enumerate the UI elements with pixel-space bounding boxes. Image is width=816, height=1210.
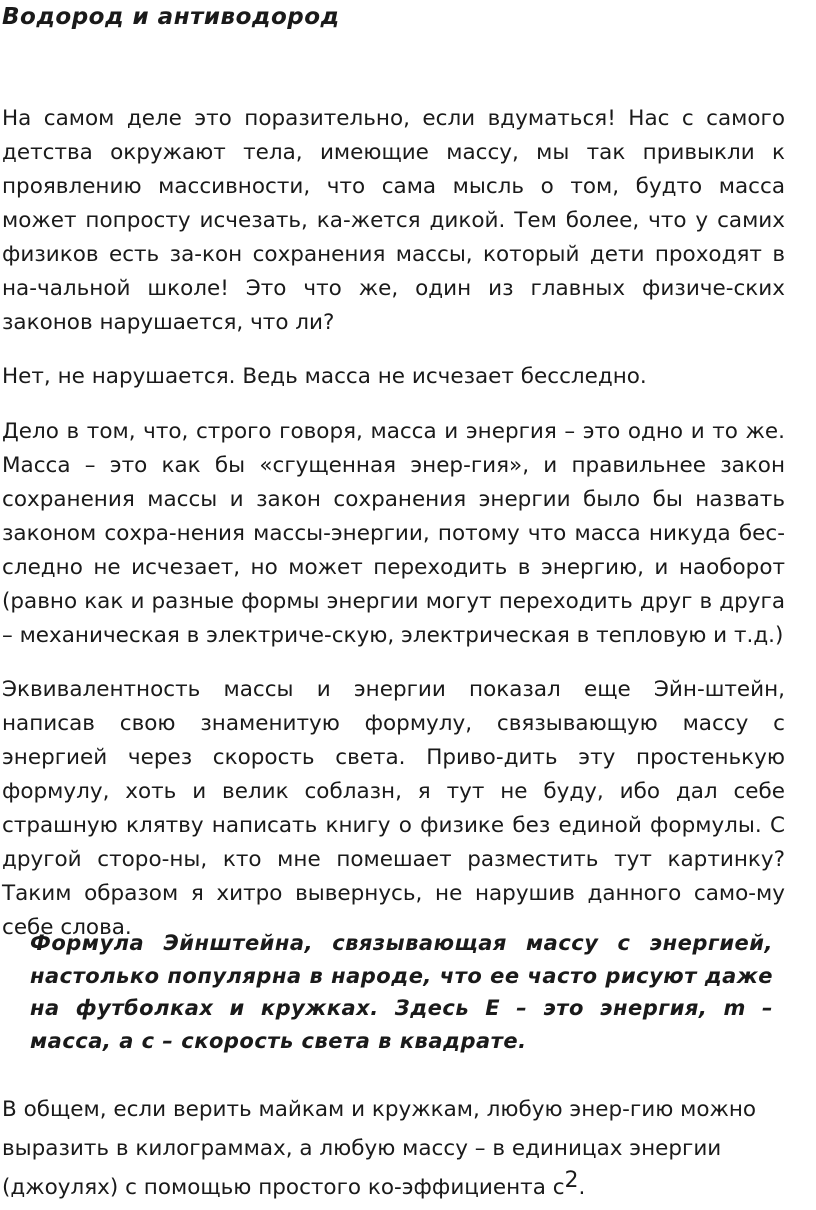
paragraph: На самом деле это поразительно, если вдуматься! Нас с самого детства окружают тела, имеющие массу, мы так привыкли к проявлению массивности, что сама мысль о том, будто масса может попросту исчезать, ка-жется дикой. Тем более, что у самих физиков есть за-кон сохранения массы, который дети проходят в на-чальной школе! Это что же, один из главных физиче-ских законов нарушается, что ли? [2, 106, 785, 335]
page-title: Водород и антиводород [2, 4, 340, 30]
final-paragraph-text: В общем, если верить майкам и кружкам, любую энер-гию можно выразить в килограммах, а любую массу – в единицах энергии (джоулях) с помощью простого ко-эффициента с [2, 1097, 757, 1200]
paragraph: Нет, не нарушается. Ведь масса не исчезает бесследно. [2, 364, 647, 389]
superscript-two: 2 [564, 1168, 579, 1193]
paragraph: Эквивалентность массы и энергии показал еще Эйн-штейн, написав свою знаменитую формулу, связывающую массу с энергией через скорость света. Приво-дить эту простенькую формулу, хоть и велик соблазн, я тут не буду, ибо дал себе страшную клятву написать книгу о физике без единой формулы. С другой сторо-ны, кто мне помешает разместить тут картинку? Таким образом я хитро вывернусь, не нарушив данного само-му себе слова. [2, 677, 785, 940]
final-period: . [578, 1175, 586, 1200]
figure-caption: Формула Эйнштейна, связывающая массу с энергией, настолько популярна в народе, что ее часто рисуют даже на футболках и кружках. Здесь Е – это энергия, m – масса, а с – скорость света в квадрате. [30, 931, 773, 1053]
paragraph: Дело в том, что, строго говоря, масса и энергия – это одно и то же. Масса – это как бы «сгущенная энер-гия», и правильнее закон сохранения массы и закон сохранения энергии было бы назвать законом сохра-нения массы-энергии, потому что масса никуда бес-следно не исчезает, но может переходить в энергию, и наоборот (равно как и разные формы энергии могут переходить друг в друга – механическая в электриче-скую, электрическая в тепловую и т.д.) [2, 419, 785, 648]
final-paragraph [2, 1090, 785, 1207]
